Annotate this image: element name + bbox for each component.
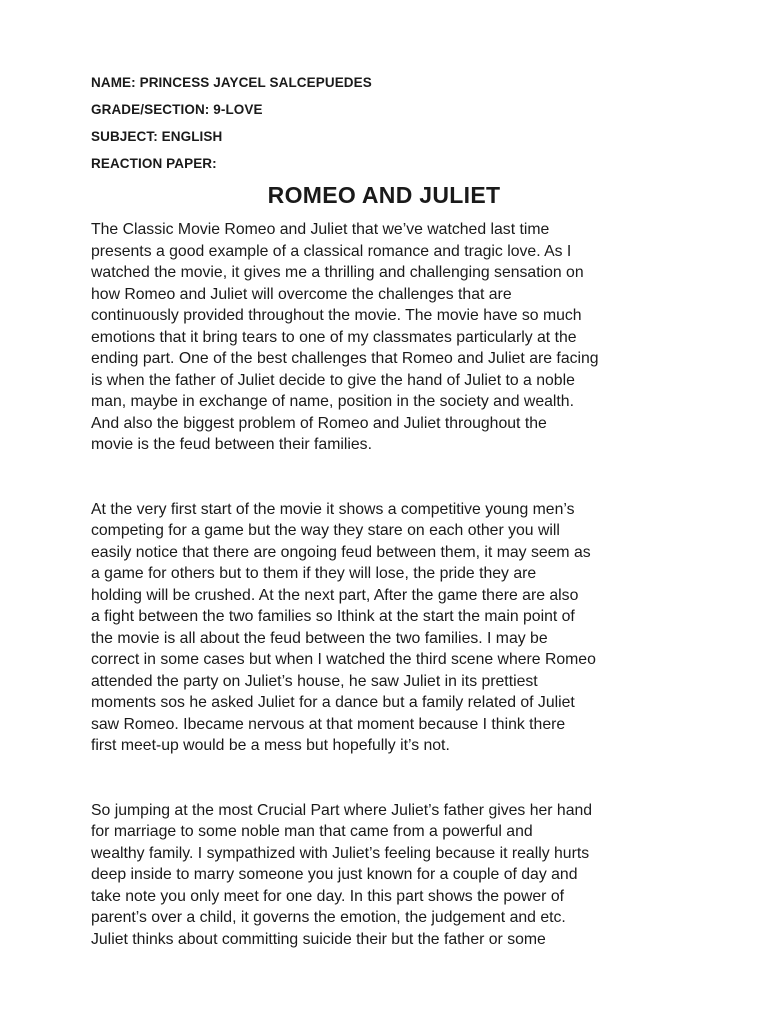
paragraph-line: man, maybe in exchange of name, position in the society and wealth. <box>91 393 574 410</box>
paragraph-line: a game for others but to them if they will lose, the pride they are <box>91 565 537 582</box>
paragraph-line: moments sos he asked Juliet for a dance but a family related of Juliet <box>91 694 575 711</box>
paragraph-line: continuously provided throughout the movie. The movie have so much <box>91 307 582 324</box>
paragraph-line: And also the biggest problem of Romeo and Juliet throughout the <box>91 414 547 432</box>
paragraph-line: The Classic Movie Romeo and Juliet that we’ve watched last time <box>91 221 550 238</box>
paragraph-line: At the very first start of the movie it shows a competitive young men’s <box>91 500 575 518</box>
paragraph-line: easily notice that there are ongoing feud between them, it may seem as <box>91 543 591 561</box>
paragraph-line: correct in some cases but when I watched the third scene where Romeo <box>91 651 596 668</box>
paragraph-line: emotions that it bring tears to one of my classmates particularly at the <box>91 328 577 346</box>
document-title: ROMEO AND JULIET <box>267 182 501 208</box>
paragraph-line: take note you only meet for one day. In this part shows the power of <box>91 887 565 905</box>
student-name: NAME: PRINCESS JAYCEL SALCEPUEDES <box>91 75 372 90</box>
paragraph-line: wealthy family. I sympathized with Juliet’s feeling because it really hurts <box>91 844 590 862</box>
paragraph-line: a fight between the two families so Ithink at the start the main point of <box>91 608 575 625</box>
paragraph-line: deep inside to marry someone you just known for a couple of day and <box>91 866 578 883</box>
paragraph-line: for marriage to some noble man that came from a powerful and <box>91 823 533 840</box>
paragraph-line: ending part. One of the best challenges that Romeo and Juliet are facing <box>91 350 599 367</box>
paragraph-line: first meet-up would be a mess but hopefully it’s not. <box>91 737 450 754</box>
paragraph-line: saw Romeo. Ibecame nervous at that moment because I think there <box>91 715 566 733</box>
subject: SUBJECT: ENGLISH <box>91 129 223 144</box>
paragraph-1 <box>91 219 691 456</box>
reaction-paper-body <box>91 219 691 993</box>
paragraph-line: competing for a game but the way they stare on each other you will <box>91 522 560 539</box>
paragraph-line: attended the party on Juliet’s house, he saw Juliet in its prettiest <box>91 672 538 690</box>
paragraph-line: the movie is all about the feud between the two families. I may be <box>91 629 548 647</box>
paragraph-line: is when the father of Juliet decide to give the hand of Juliet to a noble <box>91 371 575 389</box>
paragraph-line: movie is the feud between their families. <box>91 436 372 453</box>
paragraph-line: holding will be crushed. At the next part, After the game there are also <box>91 586 579 604</box>
grade-section: GRADE/SECTION: 9-LOVE <box>91 102 263 117</box>
paragraph-2 <box>91 499 691 757</box>
paragraph-line: Juliet thinks about committing suicide their but the father or some <box>91 930 546 948</box>
paragraph-line: how Romeo and Juliet will overcome the challenges that are <box>91 285 512 303</box>
student-info-header <box>91 74 691 182</box>
paragraph-line: presents a good example of a classical romance and tragic love. As I <box>91 242 572 260</box>
paragraph-line: parent’s over a child, it governs the emotion, the judgement and etc. <box>91 909 566 926</box>
paragraph-line: watched the movie, it gives me a thrilling and challenging sensation on <box>91 264 584 281</box>
paragraph-line: So jumping at the most Crucial Part where Juliet’s father gives her hand <box>91 801 593 819</box>
paper-type: REACTION PAPER: <box>91 156 217 171</box>
paragraph-3 <box>91 800 691 951</box>
